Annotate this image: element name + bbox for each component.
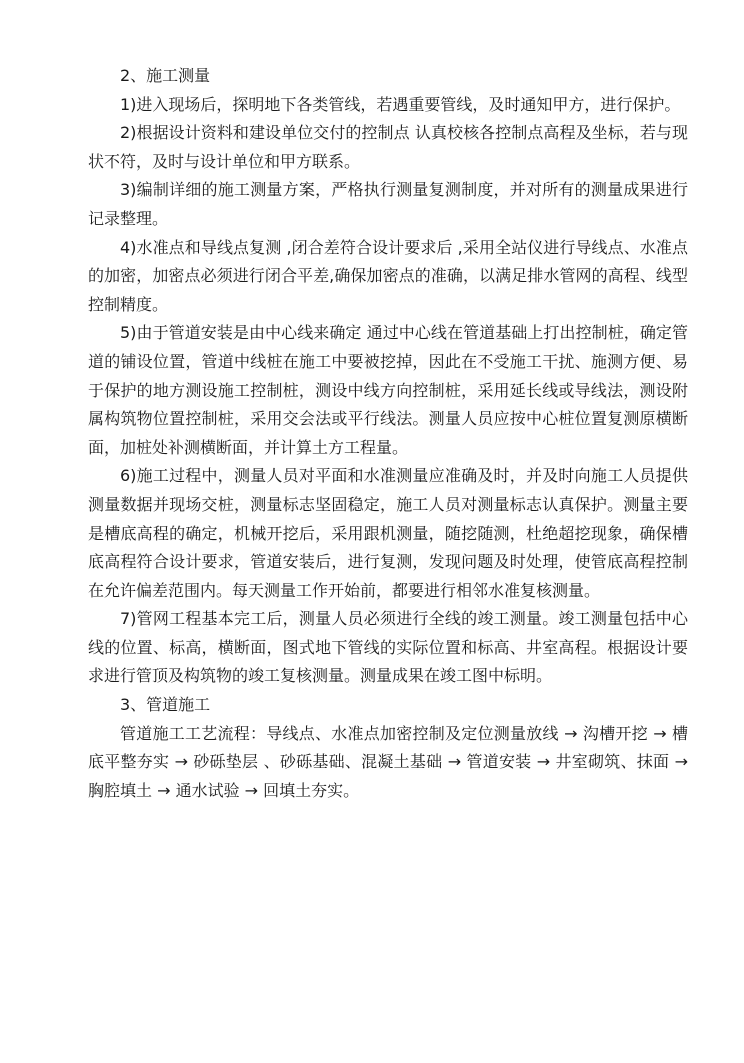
section-2-heading: 2、施工测量	[120, 66, 211, 85]
paragraph-6: 6)施工过程中，测量人员对平面和水准测量应准确及时，并及时向施工人员提供测量数据并现场交桩，测量标志坚固稳定，施工人员对测量标志认真保护。测量主要是槽底高程的确定，机械开挖后，采用跟机测量，随挖随测，杜绝超挖现象，确保槽底高程符合设计要求，管道安装后，进行复测，发现问题及时处理，使管底高程控制在允许偏差范围内。每天测量工作开始前，都要进行相邻水准复核测量。	[88, 466, 688, 600]
paragraph-5: 5)由于管道安装是由中心线来确定 通过中心线在管道基础上打出控制桩，确定管道的铺设位置，管道中线桩在施工中要被挖掉，因此在不受施工干扰、施测方便、易于保护的地方测设施工控制桩，测设中线方向控制桩，采用延长线或导线法，测设附属构筑物位置控制桩，采用交会法或平行线法。测量人员应按中心桩位置复测原横断面，加桩处补测横断面，并计算土方工程量。	[88, 323, 688, 457]
paragraph-1: 1)进入现场后，探明地下各类管线，若遇重要管线，及时通知甲方，进行保护。	[120, 94, 681, 114]
paragraph-4: 4)水准点和导线点复测 ,闭合差符合设计要求后 ,采用全站仪进行导线点、水准点的加密，加密点必须进行闭合平差,确保加密点的准确，以满足排水管网的高程、线型控制精度。	[88, 237, 688, 314]
paragraph-3: 3)编制详细的施工测量方案，严格执行测量复测制度，并对所有的测量成果进行记录整理。	[88, 180, 688, 228]
pipe-construction-flow: 管道施工工艺流程：导线点、水准点加密控制及定位测量放线 → 沟槽开挖 → 槽底平整夯实 → 砂砾垫层 、砂砾基础、混凝土基础 → 管道安装 → 井室砌筑、抹面 → 胸腔填土 → 通水试验 → 回填土夯实。	[88, 723, 688, 800]
document-page	[88, 62, 688, 805]
section-3-heading: 3、管道施工	[120, 695, 211, 715]
paragraph-2: 2)根据设计资料和建设单位交付的控制点 认真校核各控制点高程及坐标，若与现状不符，及时与设计单位和甲方联系。	[88, 123, 688, 171]
paragraph-7: 7)管网工程基本完工后，测量人员必须进行全线的竣工测量。竣工测量包括中心线的位置、标高，横断面，图式地下管线的实际位置和标高、井室高程。根据设计要求进行管顶及构筑物的竣工复核测量。测量成果在竣工图中标明。	[88, 609, 688, 686]
